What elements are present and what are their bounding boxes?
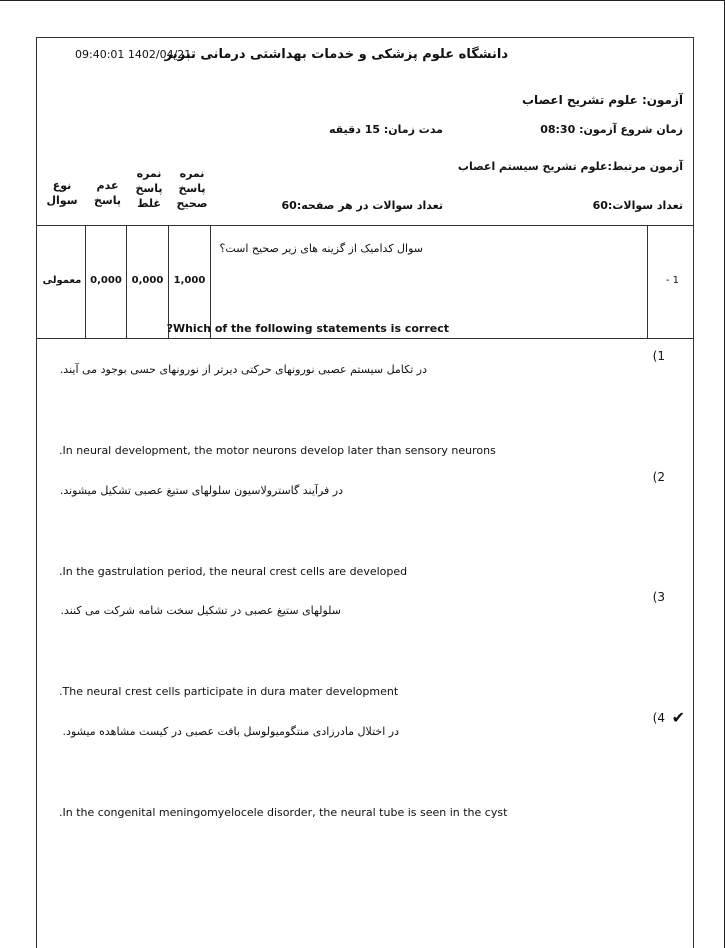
checkmark-icon: ✔ xyxy=(671,708,685,727)
page-top-edge xyxy=(0,0,725,1)
option-2-number: (2 xyxy=(652,470,665,484)
option-3-text-fa: سلولهای ستیغ عصبی در تشکیل سخت شامه شرکت می کنند. xyxy=(60,604,341,617)
exam-title: آزمون: علوم تشریح اعصاب xyxy=(522,93,683,107)
col-header-line: سوال xyxy=(46,194,78,207)
option-1-text-fa: در تکامل سیستم عصبی نورونهای حرکتی دیرتر از نورونهای حسی بوجود می آیند. xyxy=(59,363,427,376)
col-header-line: نوع xyxy=(52,179,72,192)
question-row xyxy=(37,225,693,339)
exam-sheet xyxy=(36,37,694,948)
print-datetime: 09:40:01 1402/04/21 xyxy=(75,48,192,61)
exam-duration: مدت زمان: 15 دقیقه xyxy=(328,123,443,136)
option-4-text-fa: در اختلال مادرزادی منتگومیولوسل بافت عصبی در کیست مشاهده میشود. xyxy=(62,725,399,738)
university-title: دانشگاه علوم پزشکی و خدمات بهداشتی درمانی تبریز xyxy=(164,47,508,62)
exam-start-time: زمان شروع آزمون: 08:30 xyxy=(540,123,683,136)
col-header-line: پاسخ xyxy=(93,194,121,207)
option-1-number: (1 xyxy=(652,349,665,363)
col-header-question-type xyxy=(39,178,85,208)
option-2-text-fa: در فرآیند گاسترولاسیون سلولهای ستیغ عصبی تشکیل میشوند. xyxy=(59,484,343,497)
related-exam: آزمون مرتبط:علوم تشریح سیستم اعصاب xyxy=(457,160,683,173)
no-answer-score-value: 0,000 xyxy=(90,275,122,286)
option-2-text-en: .In the gastrulation period, the neural crest cells are developed xyxy=(59,565,408,578)
question-text-fa: سوال کدامیک از گزینه های زیر صحیح است؟ xyxy=(219,242,423,255)
questions-per-page: تعداد سوالات در هر صفحه:60 xyxy=(281,199,443,212)
option-4-text-en: .In the congenital meningomyelocele disorder, the neural tube is seen in the cyst xyxy=(59,806,508,819)
col-header-line: پاسخ xyxy=(178,182,206,195)
col-header-wrong-score xyxy=(128,166,170,211)
option-4-number: (4 xyxy=(652,711,665,725)
question-type-value: معمولی xyxy=(42,275,82,286)
col-header-line: عدم xyxy=(96,179,119,192)
correct-score-value: 1,000 xyxy=(173,275,206,286)
question-text-en: ?Which of the following statements is correct xyxy=(166,322,449,335)
col-header-line: صحیح xyxy=(176,197,208,210)
question-number: - 1 xyxy=(665,275,679,286)
wrong-score-value: 0,000 xyxy=(131,275,164,286)
question-count: تعداد سوالات:60 xyxy=(592,199,683,212)
col-header-line: پاسخ xyxy=(135,182,163,195)
option-3-text-en: .The neural crest cells participate in dura mater development xyxy=(59,685,399,698)
option-1-text-en: .In neural development, the motor neurons develop later than sensory neurons xyxy=(59,444,496,457)
col-header-no-answer xyxy=(87,178,128,208)
col-header-correct-score xyxy=(170,166,214,211)
col-header-line: نمره xyxy=(136,167,162,180)
column-divider xyxy=(647,226,648,338)
col-header-line: نمره xyxy=(179,167,205,180)
option-3-number: (3 xyxy=(652,590,665,604)
col-header-line: غلط xyxy=(137,197,161,210)
